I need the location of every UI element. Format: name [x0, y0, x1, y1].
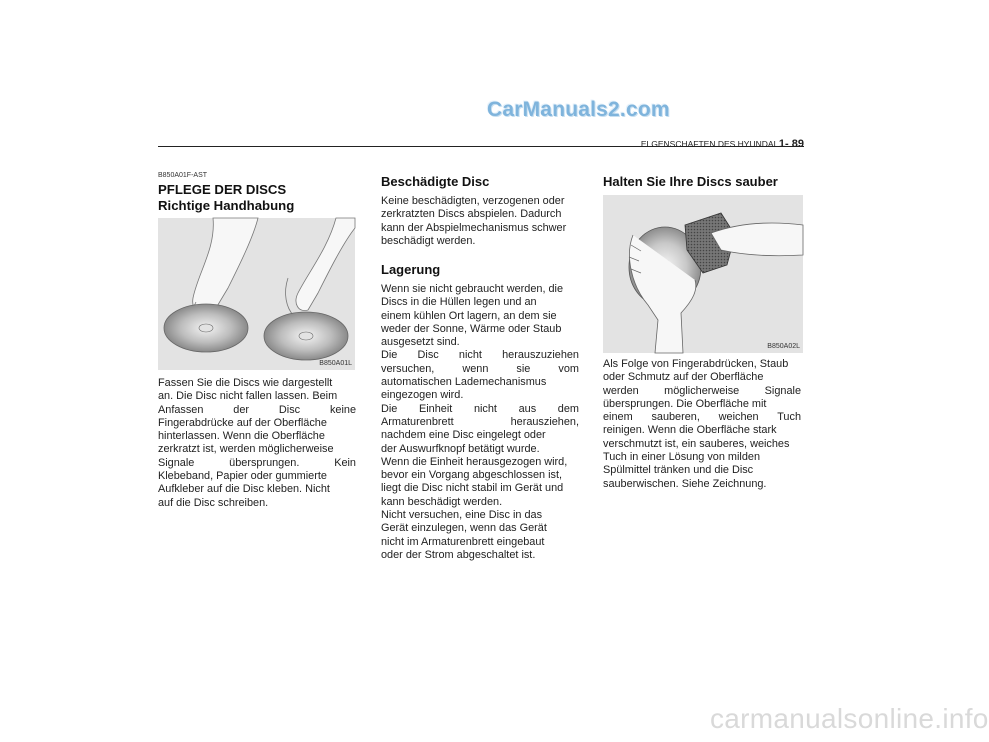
text-line: hinterlassen. Wenn die Oberfläche — [158, 430, 325, 443]
figure-disc-cleaning — [603, 195, 803, 353]
figure-code: B850A01L — [319, 360, 352, 367]
text-line: Fassen Sie die Discs wie dargestellt — [158, 377, 333, 389]
page-number: 1- 89 — [778, 138, 804, 150]
text-line: Armaturenbrett herausziehen, — [381, 415, 579, 428]
text-line: zerkratzt ist, werden möglicherweise — [158, 443, 334, 456]
text-line: reinigen. Wenn die Oberfläche stark — [603, 424, 777, 437]
col2-paragraph-2 — [381, 283, 579, 562]
text-line: liegt die Disc nicht stabil im Gerät und — [381, 482, 564, 495]
text-line: Fingerabdrücke auf der Oberfläche — [158, 416, 327, 429]
text-line: ausgesetzt sind. — [381, 336, 460, 349]
col1-paragraph — [158, 377, 356, 510]
text-line: auf die Disc schreiben. — [158, 496, 269, 509]
watermark-bottom: carmanualsonline.info — [710, 703, 989, 734]
col3-paragraph — [603, 358, 801, 491]
text-line: Signale übersprungen. Kein — [158, 456, 356, 469]
title-line-1: PFLEGE DER DISCS — [158, 182, 287, 197]
heading-storage: Lagerung — [381, 262, 441, 277]
text-line: Tuch in einer Lösung von milden — [603, 451, 760, 464]
text-line: Klebeband, Papier oder gummierte — [158, 470, 327, 483]
header-section: ELGENSCHAFTEN DES HYUNDAI — [640, 139, 776, 149]
text-line: oder Schmutz auf der Oberfläche — [603, 371, 764, 384]
text-line: sauberwischen. Siehe Zeichnung. — [603, 477, 767, 490]
text-line: kann der Abspielmechanismus schwer — [381, 221, 567, 234]
text-line: einem sauberen, weichen Tuch — [603, 411, 801, 424]
text-line: werden möglicherweise Signale — [603, 384, 801, 397]
text-line: Keine beschädigten, verzogenen oder — [381, 195, 565, 207]
heading-keep-clean: Halten Sie Ihre Discs sauber — [603, 174, 778, 189]
disc-handling-illustration — [158, 218, 355, 370]
text-line: Anfassen der Disc keine — [158, 403, 356, 416]
text-line: Die Disc nicht herauszuziehen — [381, 349, 579, 362]
text-line: Wenn die Einheit herausgezogen wird, — [381, 455, 568, 468]
text-line: Gerät einzulegen, wenn das Gerät — [381, 522, 547, 535]
text-line: Die Einheit nicht aus dem — [381, 402, 579, 415]
text-line: an. Die Disc nicht fallen lassen. Beim — [158, 390, 338, 403]
text-line: weder der Sonne, Wärme oder Staub — [381, 322, 562, 335]
text-line: verschmutzt ist, ein sauberes, weiches — [603, 437, 790, 450]
text-line: kann beschädigt werden. — [381, 495, 503, 508]
text-line: Nicht versuchen, eine Disc in das — [381, 509, 543, 522]
heading-damaged-disc: Beschädigte Disc — [381, 174, 490, 189]
section-title — [158, 182, 294, 214]
section-code: B850A01F-AST — [158, 172, 208, 179]
title-line-2: Richtige Handhabung — [158, 198, 295, 213]
page-header — [641, 138, 804, 150]
text-line: nachdem eine Disc eingelegt oder — [381, 429, 546, 442]
text-line: versuchen, wenn sie vom — [381, 362, 579, 375]
text-line: Aufkleber auf die Disc kleben. Nicht — [158, 483, 330, 496]
text-line: bevor ein Vorgang abgeschlossen ist, — [381, 469, 563, 482]
text-line: übersprungen. Die Oberfläche mit — [603, 397, 767, 410]
text-line: zerkratzten Discs abspielen. Dadurch — [381, 208, 562, 221]
figure-disc-handling — [158, 218, 355, 370]
text-line: Als Folge von Fingerabdrücken, Staub — [603, 358, 789, 370]
text-line: eingezogen wird. — [381, 389, 464, 402]
text-line: beschädigt werden. — [381, 234, 476, 247]
figure-code: B850A02L — [767, 343, 800, 350]
text-line: der Auswurfknopf betätigt wurde. — [381, 442, 540, 455]
text-line: einem kühlen Ort lagern, an dem sie — [381, 309, 557, 322]
watermark-top: CarManuals2.com — [487, 98, 670, 121]
text-line: nicht im Armaturenbrett eingebaut — [381, 535, 545, 548]
text-line: Wenn sie nicht gebraucht werden, die — [381, 283, 564, 295]
text-line: oder der Strom abgeschaltet ist. — [381, 548, 536, 561]
disc-cleaning-illustration — [603, 195, 803, 353]
col2-paragraph-1 — [381, 195, 579, 248]
text-line: Discs in die Hüllen legen und an — [381, 296, 537, 309]
text-line: Spülmittel tränken und die Disc — [603, 464, 754, 477]
text-line: automatischen Lademechanismus — [381, 376, 547, 389]
